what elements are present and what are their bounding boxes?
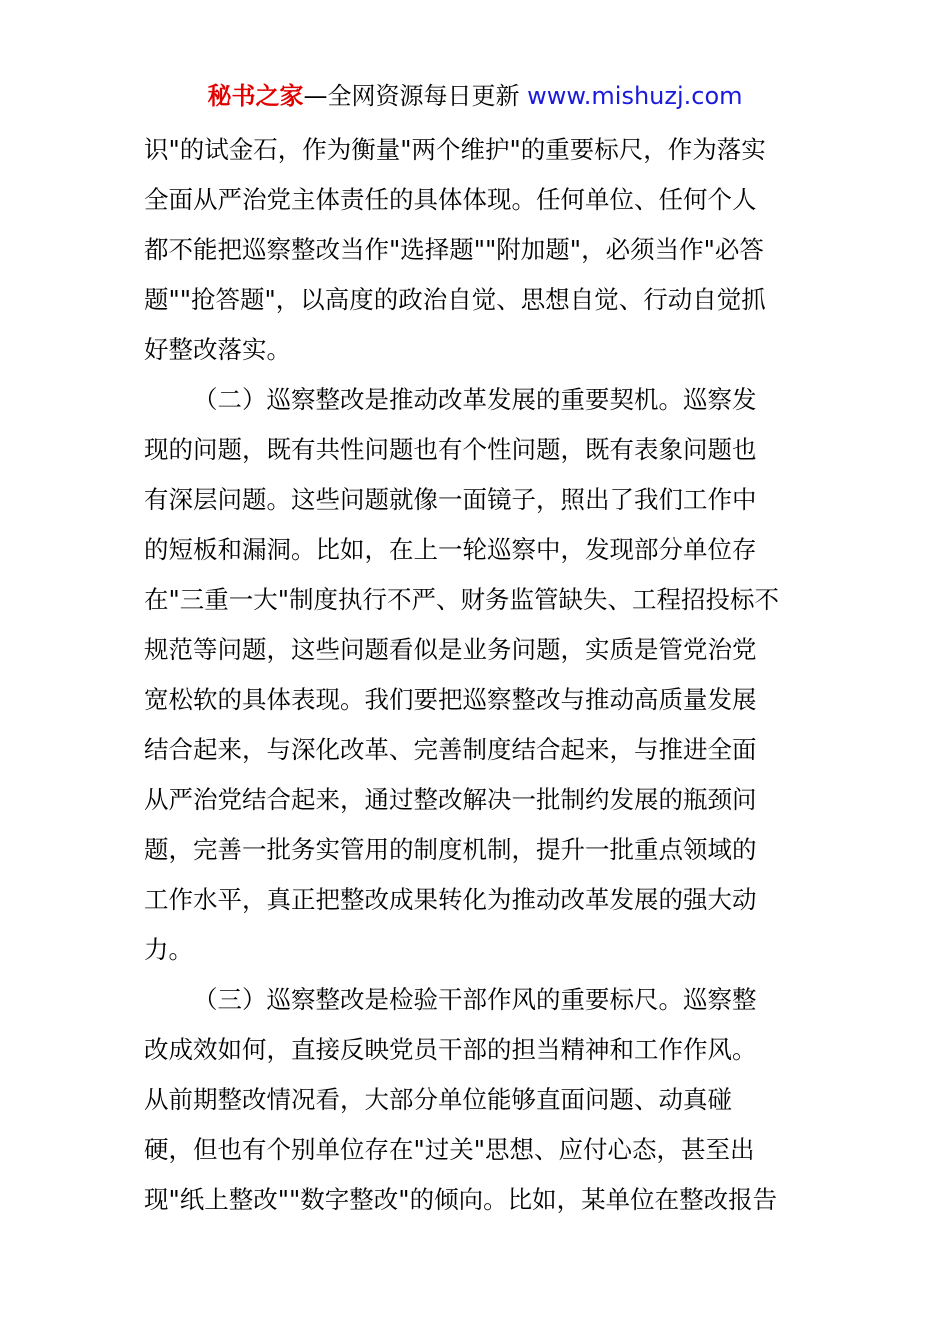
text-line: 都不能把巡察整改当作"选择题""附加题"，必须当作"必答 [144,235,764,264]
text-line: 全面从严治党主体责任的具体体现。任何单位、任何个人 [144,185,757,214]
text-line: 在"三重一大"制度执行不严、财务监管缺失、工程招投标不 [144,585,780,614]
text-line: 结合起来，与深化改革、完善制度结合起来，与推进全面 [144,735,757,764]
header-tagline: —全网资源每日更新 [303,82,528,110]
site-url-link[interactable]: www.mishuzj.com [527,82,743,110]
text-line: 有深层问题。这些问题就像一面镜子，照出了我们工作中 [144,485,757,514]
text-line: 题""抢答题"，以高度的政治自觉、思想自觉、行动自觉抓 [144,285,766,314]
brand-name: 秘书之家 [207,82,304,110]
text-line: 工作水平，真正把整改成果转化为推动改革发展的强大动 [144,885,757,914]
text-line: 好整改落实。 [144,335,291,364]
text-line: 现的问题，既有共性问题也有个性问题，既有表象问题也 [144,435,757,464]
paragraph-start-line: （二）巡察整改是推动改革发展的重要契机。巡察发 [193,385,757,414]
text-line: 宽松软的具体表现。我们要把巡察整改与推动高质量发展 [144,685,757,714]
text-line: 改成效如何，直接反映党员干部的担当精神和工作作风。 [144,1035,757,1064]
text-line: 规范等问题，这些问题看似是业务问题，实质是管党治党 [144,635,757,664]
text-line: 从前期整改情况看，大部分单位能够直面问题、动真碰 [144,1085,732,1114]
document-body [144,125,808,1225]
text-line: 力。 [144,935,193,964]
text-line: 的短板和漏洞。比如，在上一轮巡察中，发现部分单位存 [144,535,757,564]
text-line: 题，完善一批务实管用的制度机制，提升一批重点领域的 [144,835,757,864]
text-line: 从严治党结合起来，通过整改解决一批制约发展的瓶颈问 [144,785,757,814]
paragraph-start-line: （三）巡察整改是检验干部作风的重要标尺。巡察整 [193,985,757,1014]
text-line: 硬，但也有个别单位存在"过关"思想、应付心态，甚至出 [144,1135,755,1164]
text-line: 现"纸上整改""数字整改"的倾向。比如，某单位在整改报告 [144,1185,778,1214]
text-line: 识"的试金石，作为衡量"两个维护"的重要标尺，作为落实 [144,135,766,164]
site-header [0,79,950,113]
